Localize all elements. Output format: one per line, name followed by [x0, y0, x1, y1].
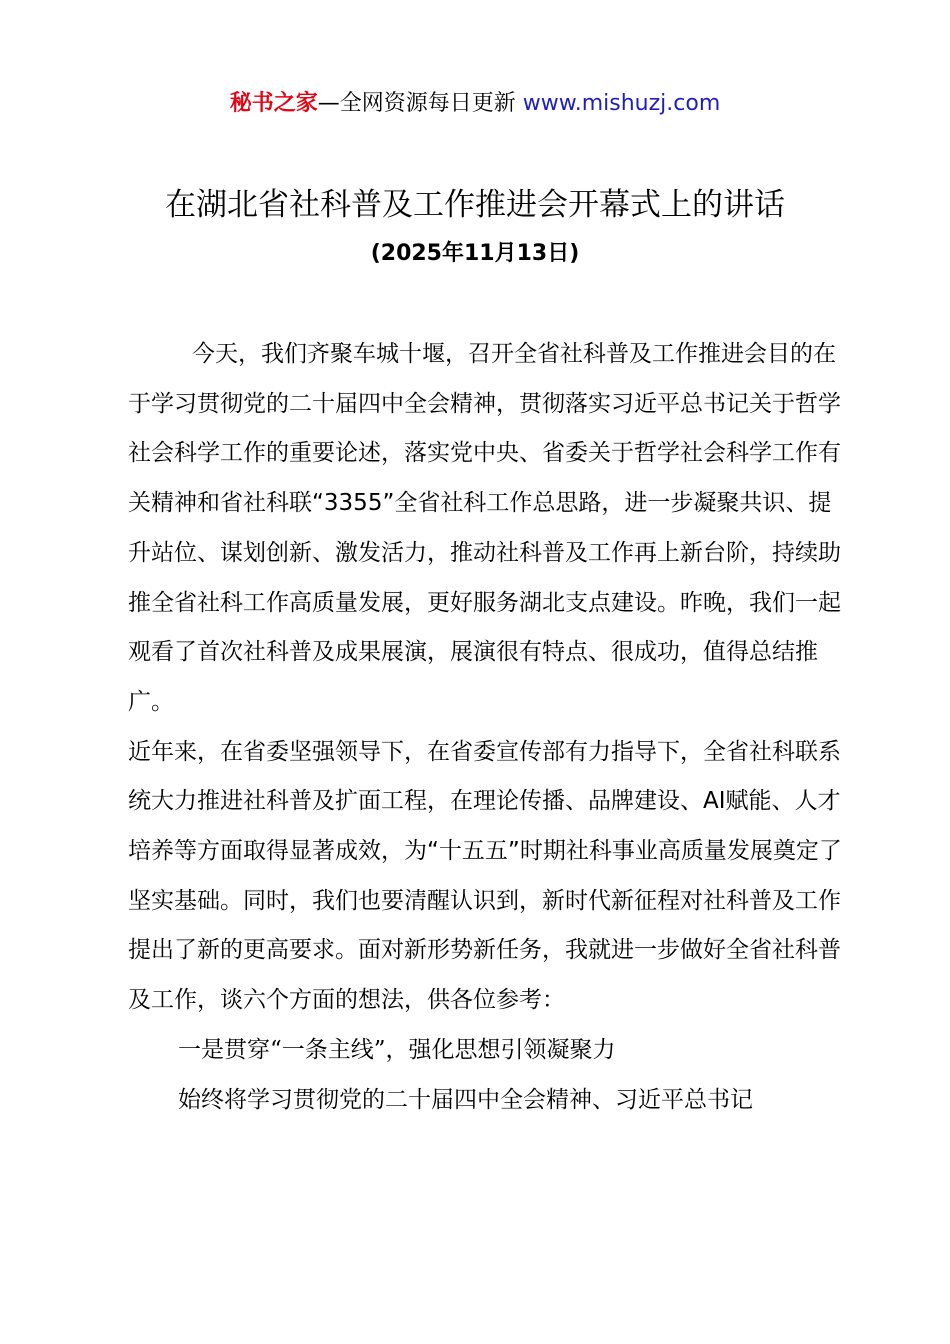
section-heading-one: 一是贯穿“一条主线”，强化思想引领凝聚力: [178, 1036, 616, 1063]
site-header: [0, 86, 950, 122]
paragraph-achievements: 近年来，在省委坚强领导下，在省委宣传部有力指导下，全省社科联系统大力推进社科普及扩面工程，在理论传播、品牌建设、AI赋能、人才培养等方面取得显著成效，为“十五五”时期社科事业高质量发展奠定了坚实基础。同时，我们也要清醒认识到，新时代新征程对社科普及工作提出了新的更高要求。面对新形势新任务，我就进一步做好全省社科普及工作，谈六个方面的想法，供各位参考：: [128, 738, 842, 1014]
paragraph-section-one: 始终将学习贯彻党的二十届四中全会精神、习近平总书记: [178, 1086, 753, 1113]
site-tagline: —全网资源每日更新: [317, 91, 516, 116]
document-body: [128, 330, 848, 1125]
document-date: (2025年11月13日): [370, 241, 580, 266]
paragraph-opening: 今天，我们齐聚车城十堰，召开全省社科普及工作推进会目的在于学习贯彻党的二十届四中全会精神，贯彻落实习近平总书记关于哲学社会科学工作的重要论述，落实党中央、省委关于哲学社会科学工作有关精神和省社科联“3355”全省社科工作总思路，进一步凝聚共识、提升站位、谋划创新、激发活力，推动社科普及工作再上新台阶，持续助推全省社科工作高质量发展，更好服务湖北支点建设。昨晚，我们一起观看了首次社科普及成果展演，展演很有特点、很成功，值得总结推广。: [128, 341, 841, 715]
site-brand: 秘书之家: [229, 91, 318, 116]
site-url-link[interactable]: www.mishuzj.com: [522, 91, 721, 116]
document-title: 在湖北省社科普及工作推进会开幕式上的讲话: [165, 187, 785, 223]
